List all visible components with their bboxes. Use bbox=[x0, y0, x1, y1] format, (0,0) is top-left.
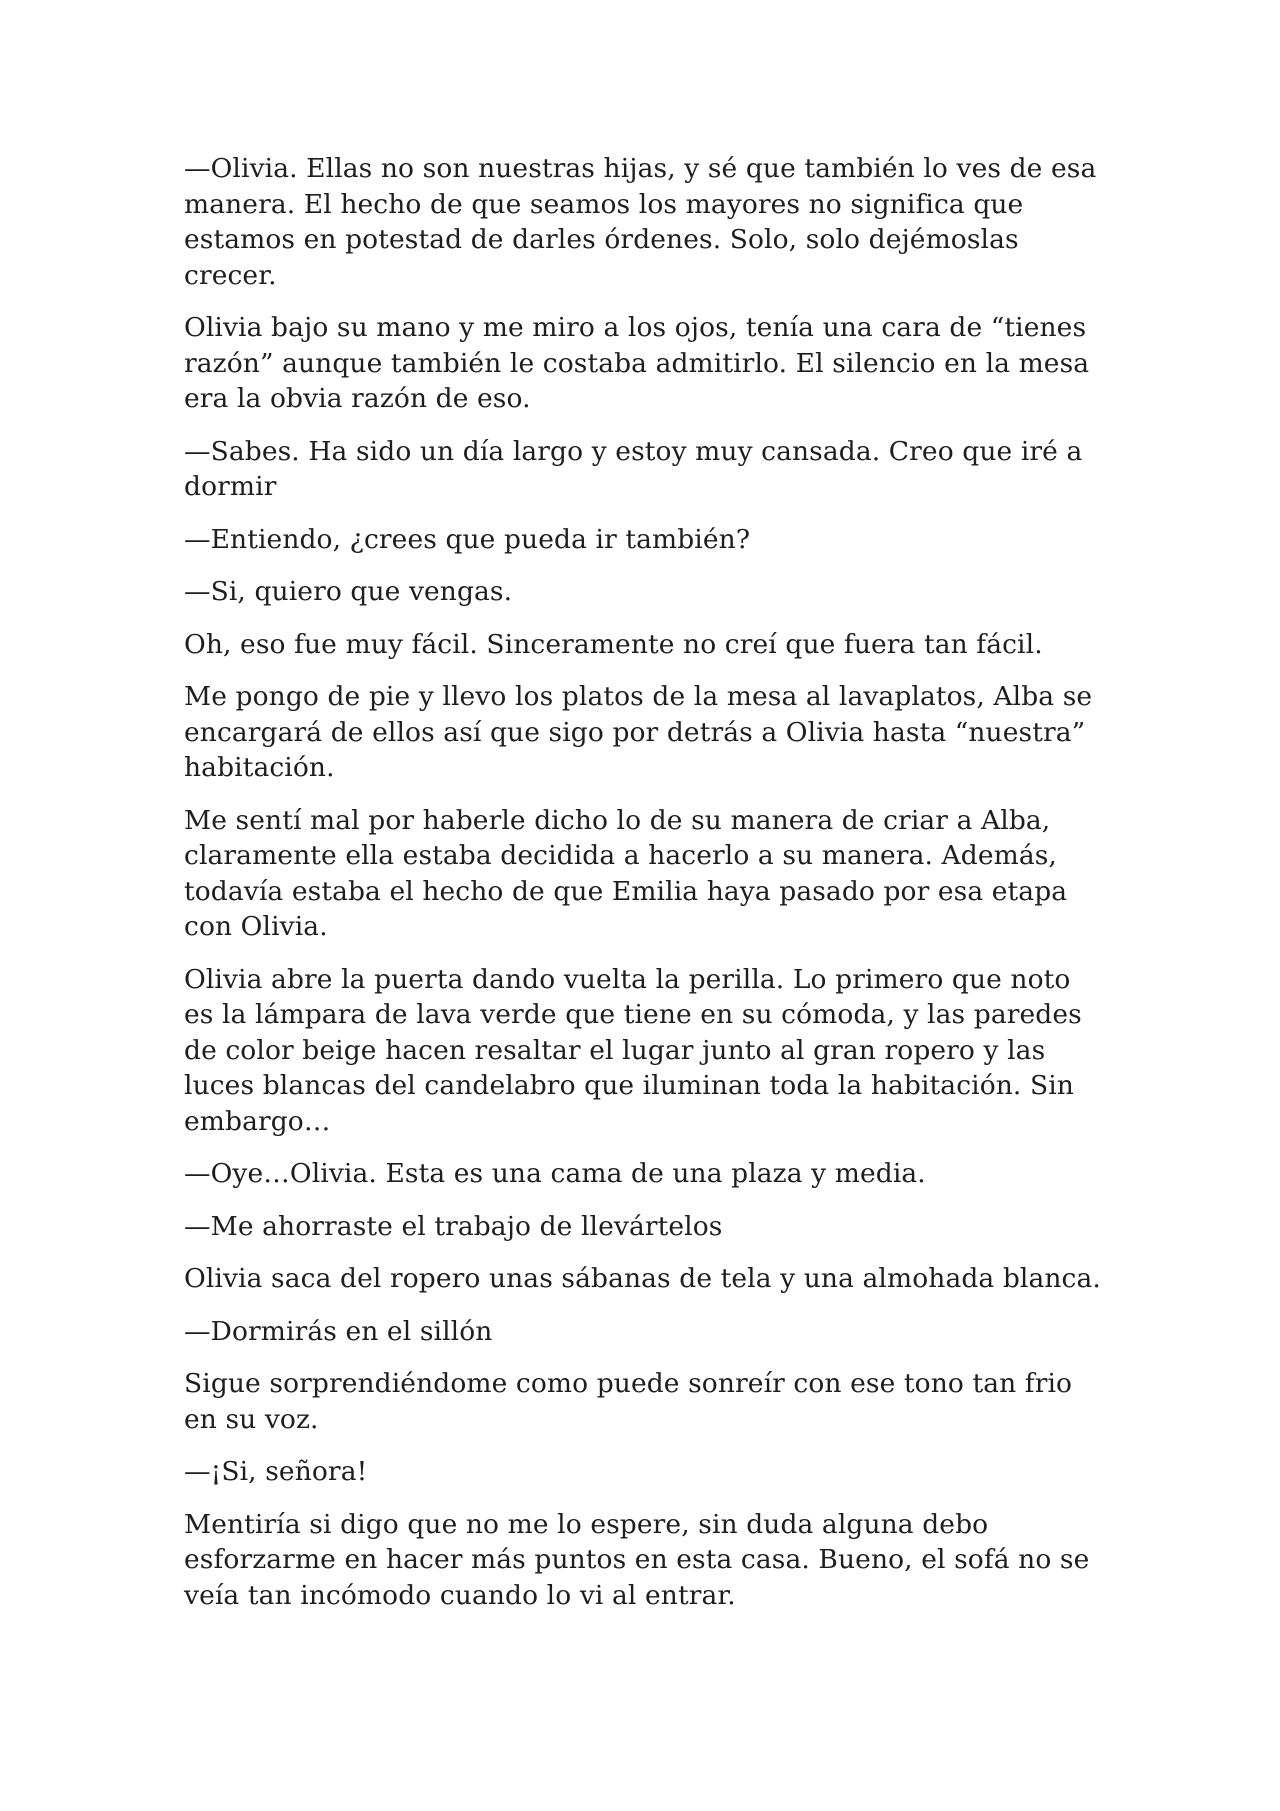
paragraph-5: —Si, quiero que vengas. bbox=[184, 576, 513, 607]
paragraph-16: Mentiría si digo que no me lo espere, sin duda alguna debo esforzarme en hacer más puntos en esta casa. Bueno, el sofá no se veía tan incómodo cuando lo vi al entrar. bbox=[184, 1508, 1090, 1611]
paragraph-2: Olivia bajo su mano y me miro a los ojos, tenía una cara de “tienes razón” aunque también le costaba admitirlo. El silencio en la mesa era la obvia razón de eso. bbox=[184, 312, 1090, 414]
paragraph-9: Olivia abre la puerta dando vuelta la perilla. Lo primero que noto es la lámpara de lava verde que tiene en su cómoda, y las paredes de color beige hacen resaltar el lugar junto al gran ropero y las luces blancas del candelabro que iluminan toda la habitación. Sin embargo… bbox=[184, 963, 1082, 1137]
paragraph-4: —Entiendo, ¿crees que pueda ir también? bbox=[184, 523, 751, 555]
paragraph-3: —Sabes. Ha sido un día largo y estoy muy cansada. Creo que iré a dormir bbox=[184, 435, 1083, 502]
paragraph-11: —Me ahorraste el trabajo de llevártelos bbox=[184, 1210, 723, 1242]
body-text bbox=[184, 151, 1108, 1613]
paragraph-13: —Dormirás en el sillón bbox=[184, 1315, 493, 1347]
paragraph-1: —Olivia. Ellas no son nuestras hijas, y sé que también lo ves de esa manera. El hecho de que seamos los mayores no significa que estamos en potestad de darles órdenes. Solo, solo dejémoslas crecer. bbox=[184, 153, 1097, 291]
paragraph-7: Me pongo de pie y llevo los platos de la mesa al lavaplatos, Alba se encargará de ellos así que sigo por detrás a Olivia hasta “nuestra” habitación. bbox=[184, 681, 1093, 783]
paragraph-14: Sigue sorprendiéndome como puede sonreír con ese tono tan frio en su voz. bbox=[184, 1368, 1073, 1435]
paragraph-8: Me sentí mal por haberle dicho lo de su manera de criar a Alba, claramente ella estaba decidida a hacerlo a su manera. Además, todavía estaba el hecho de que Emilia haya pasado por esa etapa con Olivia. bbox=[184, 804, 1068, 942]
paragraph-15: —¡Si, señora! bbox=[184, 1456, 368, 1487]
paragraph-12: Olivia saca del ropero unas sábanas de tela y una almohada blanca. bbox=[184, 1263, 1101, 1294]
paragraph-10: —Oye…Olivia. Esta es una cama de una plaza y media. bbox=[184, 1158, 926, 1189]
paragraph-6: Oh, eso fue muy fácil. Sinceramente no creí que fuera tan fácil. bbox=[184, 628, 1043, 660]
